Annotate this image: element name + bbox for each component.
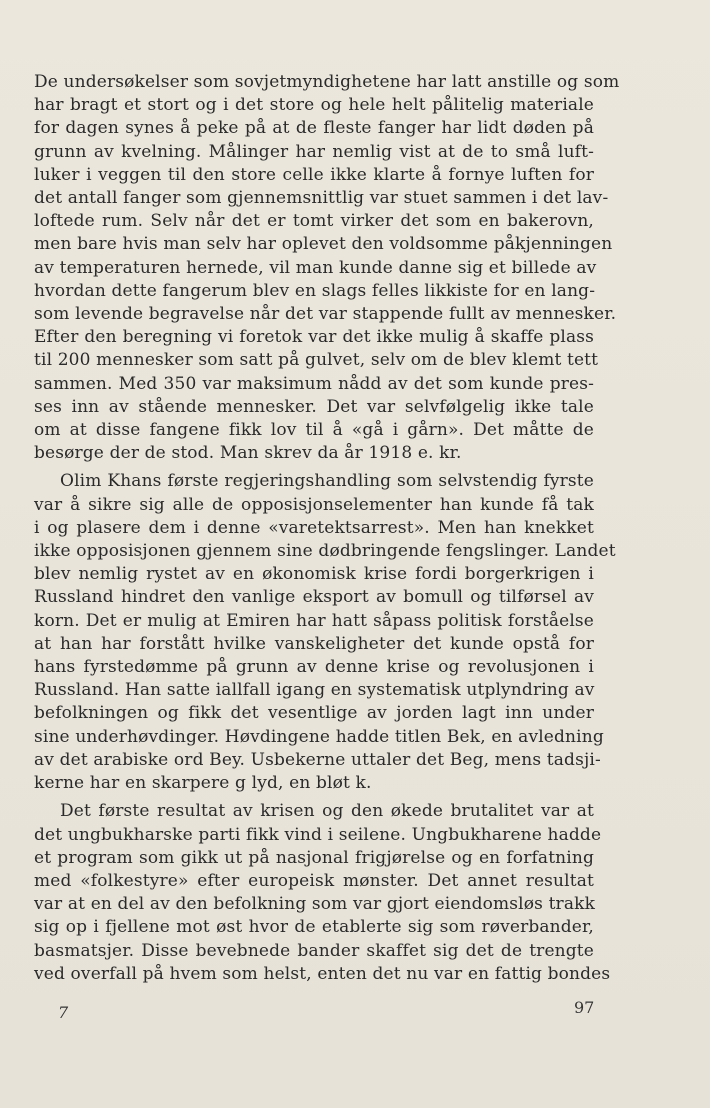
text-line: i og plasere dem i denne «varetektsarrest». Men han knekket — [34, 517, 594, 538]
text-line: av det arabiske ord Bey. Usbekerne uttaler det Beg, mens tadsji- — [34, 749, 601, 770]
text-line: kerne har en skarpere g lyd, en bløt k. — [34, 773, 372, 794]
text-line: besørge der de stod. Man skrev da år 1918 e. kr. — [34, 443, 462, 464]
text-line: luker i veggen til den store celle ikke klarte å fornye luften for — [34, 164, 594, 185]
text-line: var å sikre sig alle de opposisjonselementer han kunde få tak — [34, 494, 594, 515]
text-line: med «folkestyre» efter europeisk mønster. Det annet resultat — [34, 870, 594, 891]
text-line: Olim Khans første regjeringshandling som selvstendig fyrste — [60, 471, 594, 492]
text-line: De undersøkelser som sovjetmyndighetene har latt anstille og som — [34, 72, 620, 92]
paragraph-2 — [34, 470, 616, 795]
text-line: hans fyrstedømme på grunn av denne krise og revolusjonen i — [34, 657, 594, 678]
text-line: har bragt et stort og i det store og hele helt pålitelig materiale — [34, 95, 594, 116]
text-line: sammen. Med 350 var maksimum nådd av det som kunde pres- — [34, 373, 594, 394]
text-line: sine underhøvdinger. Høvdingene hadde titlen Bek, en avledning — [34, 726, 604, 747]
text-line: korn. Det er mulig at Emiren har hatt såpass politisk forståelse — [34, 610, 594, 631]
body-text — [34, 71, 620, 986]
text-line: for dagen synes å peke på at de fleste fanger har lidt døden på — [34, 118, 594, 139]
text-line: grunn av kvelning. Målinger har nemlig vist at de to små luft- — [34, 141, 594, 162]
text-line: av temperaturen hernede, vil man kunde danne sig et billede av — [34, 257, 597, 278]
text-line: et program som gikk ut på nasjonal frigjørelse og en forfatning — [34, 847, 594, 868]
text-line: Efter den beregning vi foretok var det ikke mulig å skaffe plass — [34, 327, 594, 348]
text-line: ikke opposisjonen gjennem sine dødbringende fengslinger. Landet — [34, 541, 616, 562]
text-line: Det første resultat av krisen og den økede brutalitet var at — [60, 801, 594, 822]
text-line: om at disse fangene fikk lov til å «gå i gårn». Det måtte de — [34, 420, 594, 441]
text-line: men bare hvis man selv har oplevet den voldsomme påkjenningen — [34, 234, 613, 255]
text-line: som levende begravelse når det var stappende fullt av mennesker. — [34, 304, 617, 325]
text-line: basmatsjer. Disse bevebnede bander skaffet sig det de trengte — [34, 940, 594, 961]
text-line: var at en del av den befolkning som var gjort eiendomsløs trakk — [34, 894, 596, 915]
text-line: ved overfall på hvem som helst, enten det nu var en fattig bondes — [34, 963, 611, 984]
paragraph-1 — [34, 71, 620, 465]
text-line: sig op i fjellene mot øst hvor de etablerte sig som røverbander, — [34, 917, 594, 938]
text-line: Russland. Han satte iallfall igang en systematisk utplyndring av — [34, 680, 595, 701]
text-line: befolkningen og fikk det vesentlige av jorden lagt inn under — [34, 703, 594, 724]
page-number: 97 — [574, 998, 595, 1017]
text-line: loftede rum. Selv når det er tomt virker det som en bakerovn, — [34, 211, 594, 232]
text-line: til 200 mennesker som satt på gulvet, selv om de blev klemt tett — [34, 350, 599, 371]
text-line: hvordan dette fangerum blev en slags felles likkiste for en lang- — [34, 280, 596, 301]
paragraph-3 — [34, 800, 611, 986]
text-line: ses inn av stående mennesker. Det var selvfølgelig ikke tale — [34, 396, 594, 417]
text-line: det ungbukharske parti fikk vind i seilene. Ungbukharene hadde — [34, 824, 602, 845]
text-line: det antall fanger som gjennemsnittlig var stuet sammen i det lav- — [34, 188, 609, 209]
signature-mark: 7 — [58, 1003, 69, 1022]
text-line: Russland hindret den vanlige eksport av bomull og tilførsel av — [34, 587, 594, 608]
text-line: blev nemlig rystet av en økonomisk krise fordi borgerkrigen i — [34, 564, 594, 585]
text-line: at han har forstått hvilke vanskeligheter det kunde opstå for — [34, 633, 594, 654]
